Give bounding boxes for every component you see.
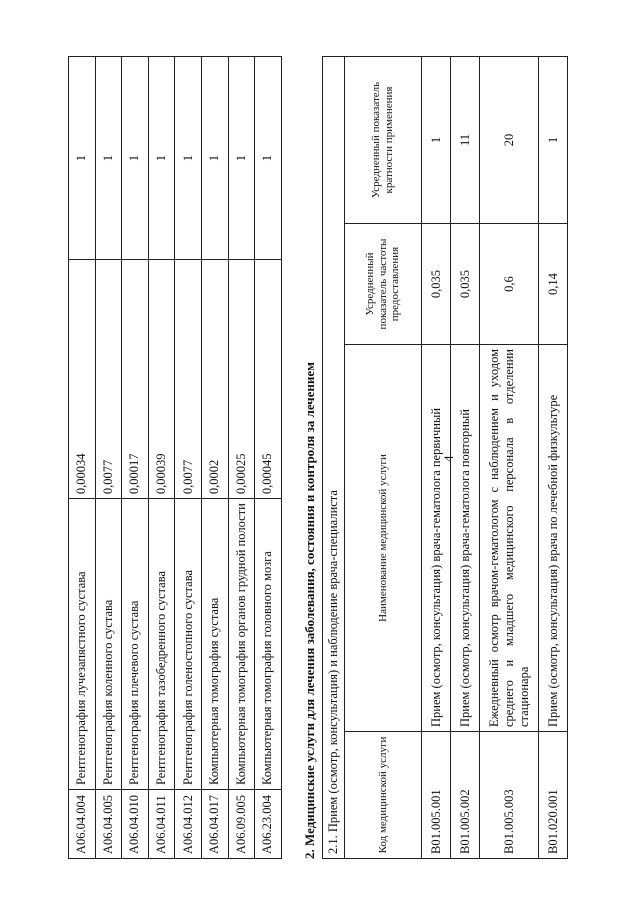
service-code: A06.23.004 xyxy=(255,790,282,859)
service-name: Рентгенография голеностопного сустава xyxy=(175,499,202,790)
frequency-value: 0,00025 xyxy=(228,260,255,499)
service-name: Прием (осмотр, консультация) врача по лечебной физкультуре xyxy=(539,345,568,732)
frequency-value: 0,0077 xyxy=(175,260,202,499)
table-row xyxy=(69,57,96,859)
multiplicity-value: 1 xyxy=(228,57,255,260)
table-row xyxy=(122,57,149,859)
frequency-value: 0,14 xyxy=(539,224,568,345)
subsection-title: 2.1. Прием (осмотр, консультация) и наблюдение врача-специалиста xyxy=(323,57,345,859)
section-heading: 2. Медицинские услуги для лечения заболевания, состояния и контроля за лечением xyxy=(302,361,317,859)
multiplicity-value: 1 xyxy=(69,57,96,260)
service-code: B01.005.002 xyxy=(451,732,480,859)
frequency-value: 0,00017 xyxy=(122,260,149,499)
frequency-value: 0,6 xyxy=(480,224,539,345)
table-row xyxy=(175,57,202,859)
service-code: A06.04.011 xyxy=(148,790,175,859)
service-name: Рентгенография тазобедренного сустава xyxy=(148,499,175,790)
services-table-continued xyxy=(68,56,282,859)
header-code: Код медицинской услуги xyxy=(345,732,422,859)
multiplicity-value: 1 xyxy=(122,57,149,260)
service-name: Прием (осмотр, консультация) врача-гематолога первичный xyxy=(422,345,451,732)
service-name: Компьютерная томография органов грудной полости xyxy=(228,499,255,790)
header-row xyxy=(345,57,422,859)
header-multiplicity: Усредненный показатель кратности применения xyxy=(345,57,422,224)
service-name: Рентгенография коленного сустава xyxy=(95,499,122,790)
frequency-value: 0,00039 xyxy=(148,260,175,499)
service-name: Ежедневный осмотр врачом-гематологом с наблюдением и уходом среднего и младшего медицинского персонала в отделении стационара xyxy=(480,345,539,732)
service-code: A06.04.005 xyxy=(95,790,122,859)
service-code: A06.04.017 xyxy=(201,790,228,859)
service-code: B01.020.001 xyxy=(539,732,568,859)
treatment-services-table xyxy=(322,56,568,859)
frequency-value: 0,00034 xyxy=(69,260,96,499)
multiplicity-value: 1 xyxy=(422,57,451,224)
service-name: Рентгенография плечевого сустава xyxy=(122,499,149,790)
service-code: B01.005.001 xyxy=(422,732,451,859)
service-name: Компьютерная томография головного мозга xyxy=(255,499,282,790)
header-name: Наименование медицинской услуги xyxy=(345,345,422,732)
multiplicity-value: 1 xyxy=(201,57,228,260)
service-code: A06.04.004 xyxy=(69,790,96,859)
frequency-value: 0,00045 xyxy=(255,260,282,499)
service-code: A06.04.010 xyxy=(122,790,149,859)
table-row xyxy=(480,57,539,859)
frequency-value: 0,0002 xyxy=(201,260,228,499)
service-code: A06.04.012 xyxy=(175,790,202,859)
multiplicity-value: 11 xyxy=(451,57,480,224)
multiplicity-value: 1 xyxy=(175,57,202,260)
service-name: Прием (осмотр, консультация) врача-гематолога повторный xyxy=(451,345,480,732)
frequency-value: 0,0077 xyxy=(95,260,122,499)
multiplicity-value: 1 xyxy=(255,57,282,260)
multiplicity-value: 1 xyxy=(148,57,175,260)
service-name: Компьютерная томография сустава xyxy=(201,499,228,790)
multiplicity-value: 1 xyxy=(95,57,122,260)
table-row xyxy=(422,57,451,859)
table-row xyxy=(201,57,228,859)
table-row xyxy=(451,57,480,859)
frequency-value: 0,035 xyxy=(451,224,480,345)
header-frequency: Усредненный показатель частоты предоставления xyxy=(345,224,422,345)
table-row xyxy=(539,57,568,859)
table-row xyxy=(148,57,175,859)
page-number: 4 xyxy=(441,455,456,462)
frequency-value: 0,035 xyxy=(422,224,451,345)
multiplicity-value: 20 xyxy=(480,57,539,224)
table-row xyxy=(95,57,122,859)
service-code: B01.005.003 xyxy=(480,732,539,859)
subsection-row xyxy=(323,57,345,859)
service-code: A06.09.005 xyxy=(228,790,255,859)
multiplicity-value: 1 xyxy=(539,57,568,224)
service-name: Рентгенография лучезапястного сустава xyxy=(69,499,96,790)
table-row xyxy=(228,57,255,859)
table-row xyxy=(255,57,282,859)
